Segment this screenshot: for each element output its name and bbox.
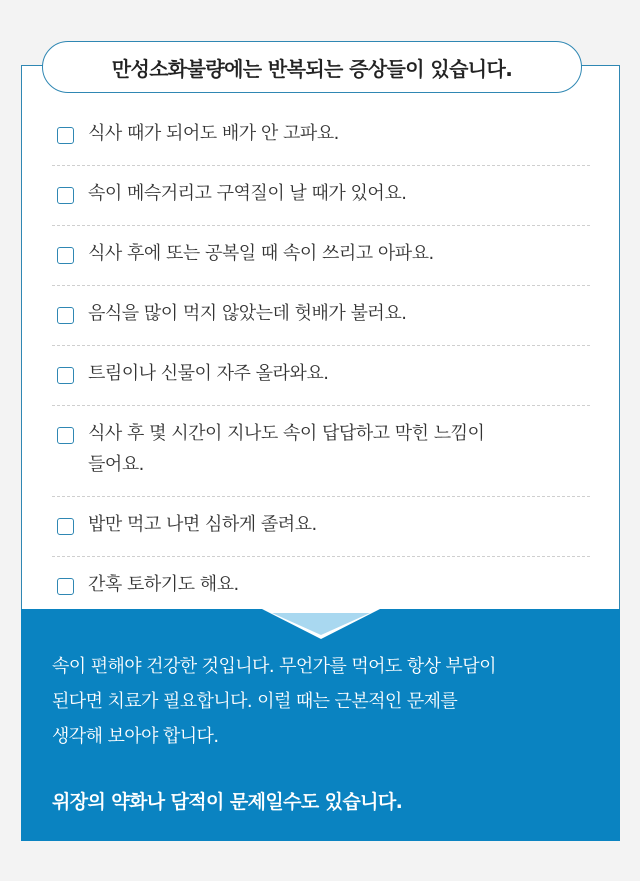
checkbox-icon[interactable] xyxy=(57,427,74,444)
checklist-item-text: 간혹 토하기도 해요. xyxy=(88,574,239,595)
conclusion-panel xyxy=(21,609,620,841)
conclusion-emphasis: 위장의 약화나 담적이 문제일수도 있습니다. xyxy=(52,791,403,813)
checkbox-icon[interactable] xyxy=(57,367,74,384)
checklist-item[interactable] xyxy=(52,226,590,286)
checklist-item-text: 음식을 많이 먹지 않았는데 헛배가 불러요. xyxy=(88,303,407,324)
conclusion-text: 속이 편해야 건강한 것입니다. 무언가를 먹어도 항상 부담이 된다면 치료가 필요합니다. 이럴 때는 근본적인 문제를 생각해 보아야 합니다. xyxy=(52,656,496,747)
checklist-item-text: 식사 후에 또는 공복일 때 속이 쓰리고 아파요. xyxy=(88,243,434,264)
page-title: 만성소화불량에는 반복되는 증상들이 있습니다. xyxy=(42,41,582,93)
checklist-item[interactable] xyxy=(52,286,590,346)
down-arrow-icon xyxy=(262,609,380,639)
checklist-item[interactable] xyxy=(52,406,590,497)
checkbox-icon[interactable] xyxy=(57,578,74,595)
checkbox-icon[interactable] xyxy=(57,187,74,204)
checkbox-icon[interactable] xyxy=(57,307,74,324)
checkbox-icon[interactable] xyxy=(57,247,74,264)
symptom-checklist xyxy=(52,106,590,617)
checklist-item-text: 식사 때가 되어도 배가 안 고파요. xyxy=(88,123,339,144)
checkbox-icon[interactable] xyxy=(57,518,74,535)
checklist-item[interactable] xyxy=(52,106,590,166)
checklist-item-text: 식사 후 몇 시간이 지나도 속이 답답하고 막힌 느낌이 들어요. xyxy=(88,423,485,475)
checkbox-icon[interactable] xyxy=(57,127,74,144)
checklist-item-text: 속이 메슥거리고 구역질이 날 때가 있어요. xyxy=(88,183,407,204)
checklist-item[interactable] xyxy=(52,497,590,557)
checklist-item[interactable] xyxy=(52,166,590,226)
checklist-item-text: 트림이나 신물이 자주 올라와요. xyxy=(88,363,329,384)
checklist-item[interactable] xyxy=(52,557,590,617)
checklist-item-text: 밥만 먹고 나면 심하게 졸려요. xyxy=(88,514,317,535)
checklist-item[interactable] xyxy=(52,346,590,406)
